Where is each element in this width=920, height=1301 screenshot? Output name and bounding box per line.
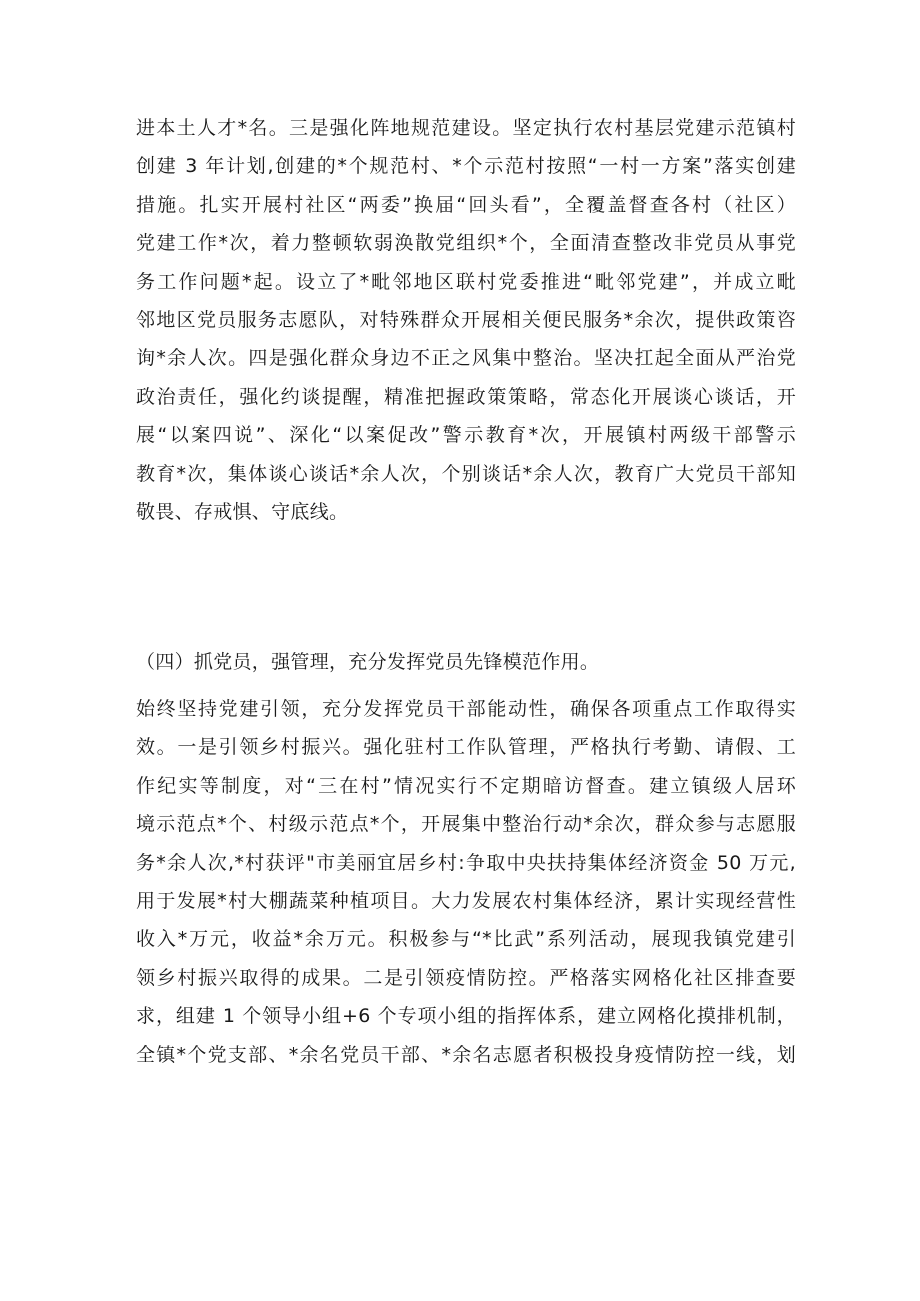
- paragraph-line: 始终坚持党建引领，充分发挥党员干部能动性，确保各项重点工作取得实: [136, 698, 796, 720]
- paragraph-line: 询*余人次。四是强化群众身边不正之风集中整治。坚决扛起全面从严治党: [136, 347, 796, 370]
- paragraph-line: 党建工作*次，着力整顿软弱涣散党组织*个，全面清查整改非党员从事党: [136, 232, 796, 255]
- paragraph-line: 境示范点*个、村级示范点*个，开展集中整治行动*余次，群众参与志愿服: [136, 813, 796, 836]
- paragraph-line: 用于发展*村大棚蔬菜种植项目。大力发展农村集体经济，累计实现经营性: [136, 889, 796, 912]
- paragraph-line: 邻地区党员服务志愿队，对特殊群众开展相关便民服务*余次，提供政策咨: [136, 308, 796, 331]
- paragraph-1: [136, 109, 796, 531]
- section-heading: （四）抓党员，强管理，充分发挥党员先锋模范作用。: [136, 651, 600, 673]
- paragraph-line: 务*余人次,*村获评"市美丽宜居乡村:争取中央扶持集体经济资金 50 万元,: [136, 851, 796, 874]
- paragraph-line: 教育*次，集体谈心谈话*余人次，个别谈话*余人次，教育广大党员干部知: [136, 462, 796, 485]
- paragraph-2: [136, 690, 796, 1074]
- paragraph-line: 进本土人才*名。三是强化阵地规范建设。坚定执行农村基层党建示范镇村: [136, 117, 796, 139]
- paragraph-line: 展“以案四说”、深化“以案促改”警示教育*次，开展镇村两级干部警示: [136, 424, 796, 447]
- paragraph-line: 收入*万元，收益*余万元。积极参与“*比武”系列活动，展现我镇党建引: [136, 928, 796, 951]
- paragraph-line: 作纪实等制度，对“三在村”情况实行不定期暗访督查。建立镇级人居环: [136, 774, 796, 797]
- paragraph-line: 效。一是引领乡村振兴。强化驻村工作队管理，严格执行考勤、请假、工: [136, 736, 796, 759]
- paragraph-line: 措施。扎实开展村社区“两委”换届“回头看”，全覆盖督查各村（社区）: [136, 193, 796, 216]
- paragraph-line: 务工作问题*起。设立了*毗邻地区联村党委推进“毗邻党建”，并成立毗: [136, 270, 796, 293]
- section-heading-block: [136, 643, 796, 681]
- paragraph-line: 创建 3 年计划,创建的*个规范村、*个示范村按照“一村一方案”落实创建: [136, 155, 796, 178]
- paragraph-line: 求，组建 1 个领导小组+6 个专项小组的指挥体系，建立网格化摸排机制，: [136, 1005, 796, 1028]
- paragraph-line: 敬畏、存戒惧、守底线。: [136, 500, 349, 523]
- paragraph-line: 政治责任，强化约谈提醒，精准把握政策策略，常态化开展谈心谈话，开: [136, 385, 796, 408]
- paragraph-line: 领乡村振兴取得的成果。二是引领疫情防控。严格落实网格化社区排查要: [136, 966, 796, 989]
- paragraph-line: 全镇*个党支部、*余名党员干部、*余名志愿者积极投身疫情防控一线，划: [136, 1043, 796, 1066]
